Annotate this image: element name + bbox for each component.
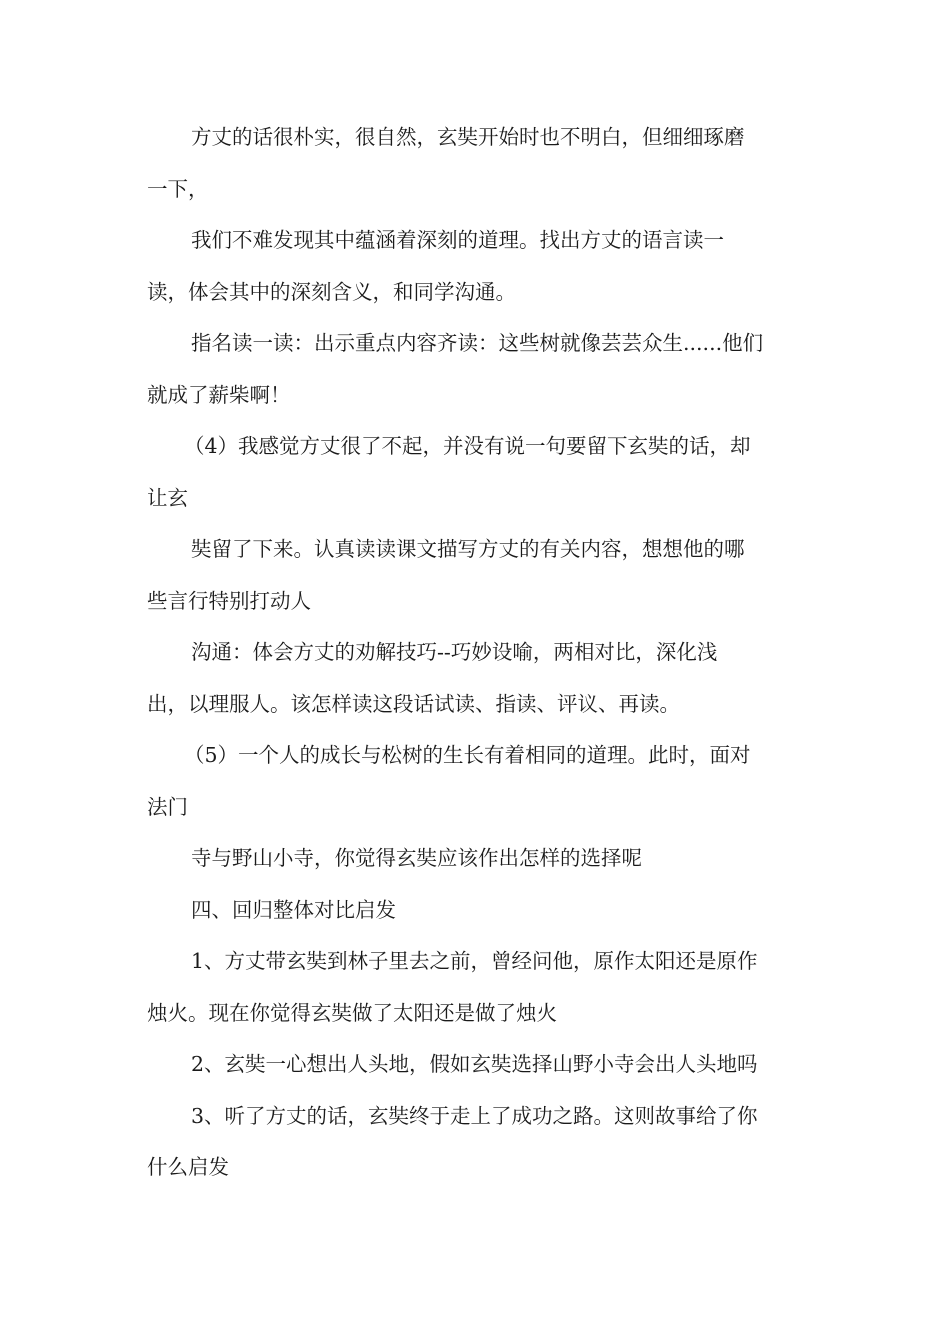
text-line: 我们不难发现其中蕴涵着深刻的道理。找出方丈的语言读一 bbox=[191, 228, 724, 252]
text-line: 让玄 bbox=[147, 485, 188, 510]
text-line: 寺与野山小寺，你觉得玄奘应该作出怎样的选择呢 bbox=[191, 846, 642, 870]
text-line: 2、玄奘一心想出人头地，假如玄奘选择山野小寺会出人头地吗 bbox=[191, 1052, 758, 1076]
document-body bbox=[147, 112, 807, 1194]
text-line: 奘留了下来。认真读读课文描写方丈的有关内容，想想他的哪 bbox=[191, 537, 745, 561]
text-line: 1、方丈带玄奘到林子里去之前，曾经问他，原作太阳还是原作 bbox=[191, 949, 758, 973]
text-line: 沟通：体会方丈的劝解技巧--巧妙设喻，两相对比，深化浅 bbox=[191, 640, 718, 664]
text-line: 出，以理服人。该怎样读这段话试读、指读、评议、再读。 bbox=[147, 691, 680, 716]
text-line: 就成了薪柴啊！ bbox=[147, 382, 291, 407]
text-line: （5）一个人的成长与松树的生长有着相同的道理。此时，面对 bbox=[184, 743, 751, 767]
text-line: 什么启发 bbox=[147, 1155, 229, 1179]
text-line: 烛火。现在你觉得玄奘做了太阳还是做了烛火 bbox=[147, 1000, 557, 1025]
text-line: 3、听了方丈的话，玄奘终于走上了成功之路。这则故事给了你 bbox=[191, 1103, 758, 1128]
text-line: 方丈的话很朴实，很自然，玄奘开始时也不明白，但细细琢磨 bbox=[191, 125, 745, 149]
text-line: 一下， bbox=[147, 176, 209, 201]
section-heading: 四、回归整体对比启发 bbox=[191, 897, 396, 922]
text-line: 指名读一读：出示重点内容齐读：这些树就像芸芸众生......他们 bbox=[191, 331, 764, 355]
text-line: 些言行特别打动人 bbox=[147, 588, 311, 613]
text-line: 法门 bbox=[147, 794, 188, 819]
text-line: 读，体会其中的深刻含义，和同学沟通。 bbox=[147, 279, 516, 304]
text-line: （4）我感觉方丈很了不起，并没有说一句要留下玄奘的话，却 bbox=[184, 434, 751, 458]
